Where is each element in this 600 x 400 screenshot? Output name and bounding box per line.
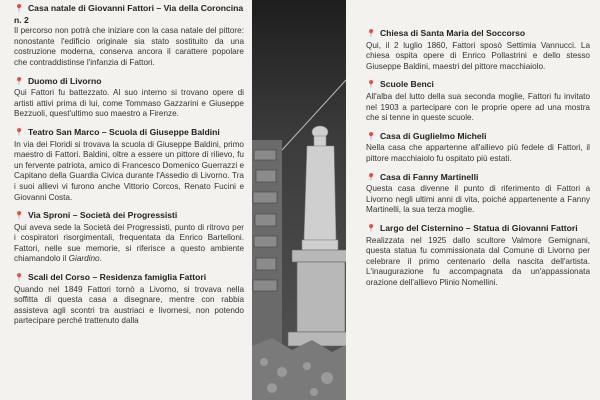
entry-title: Via Sproni – Società dei Progressisti	[27, 210, 178, 221]
entry-teatro-san-marco	[14, 127, 244, 203]
map-pin-icon: 📍	[366, 172, 376, 182]
entry-title: Casa di Fanny Martinelli	[379, 171, 479, 182]
entry-title: Casa di Guglielmo Micheli	[379, 130, 487, 141]
entry-text-end: .	[99, 254, 102, 264]
map-pin-icon: 📍	[14, 127, 24, 137]
entry-text-container	[14, 223, 244, 265]
entry-text: All'alba del lutto della sua seconda moglie, Fattori fu invitato nel 1903 a partecipare con le proprie opere ad una mostra che si tenne in queste scuole.	[366, 91, 590, 123]
entry-duomo	[14, 76, 244, 120]
entry-text: Questa casa divenne il punto di riferimento di Fattori a Livorno negli ultimi anni di vita, poiché appartenente a Fanny Martinelli, la sua terza moglie.	[366, 184, 590, 215]
entry-largo-cisternino	[366, 223, 590, 289]
entry-scuole-benci	[366, 79, 590, 123]
entry-santa-maria-soccorso	[366, 28, 590, 72]
entry-text: Quando nel 1849 Fattori tornò a Livorno, si trovava nella soffitta di questa casa a disegnare, mentre con rabbia assisteva agli scontri tra austriaci e livornesi, non potendo partecipare perché trattenuto dalla	[14, 284, 244, 326]
entry-title: Casa natale di Giovanni Fattori – Via della Coroncina n. 2	[14, 3, 244, 25]
entry-text: Qui aveva sede la Società dei Progressisti, punto di ritrovo per i cospiratori risorgimentali, frequentata da Enrico Bartelloni. Fattori, nelle sue memorie, si riferisce a questo ambiente chiamandolo il	[14, 222, 244, 264]
entry-title: Duomo di Livorno	[27, 75, 102, 86]
entry-text-italic: Giardino	[68, 254, 100, 264]
entry-scali-del-corso	[14, 272, 244, 327]
map-pin-icon: 📍	[14, 211, 24, 221]
statue-photo	[252, 0, 346, 400]
entry-via-sproni	[14, 210, 244, 265]
entry-casa-micheli	[366, 131, 590, 165]
statue-photo-image	[252, 0, 346, 400]
entry-title: Scuole Benci	[379, 79, 434, 90]
entry-text: Qui Fattori fu battezzato. Al suo interno si trovano opere di artisti attivi prima di lui, come Tommaso Gazzarini e Giuseppe Bezzuoli, quest'ultimo suo maestro a Firenze.	[14, 88, 244, 119]
map-pin-icon: 📍	[366, 29, 376, 38]
entry-title: Scali del Corso – Residenza famiglia Fattori	[27, 272, 207, 283]
entry-text: Nella casa che appartenne all'allievo più fedele di Fattori, il pittore macchiaiolo fu ospitato più estati.	[366, 143, 590, 163]
entry-casa-natale	[14, 3, 244, 69]
entry-text: Il percorso non potrà che iniziare con la casa natale del pittore: nonostante l'edificio originale sia stato sostituito da una costruzione moderna, conserva ancora il carattere popolare che contraddistinse l'infanzia di Fattori.	[14, 26, 244, 67]
entry-text: Qui, il 2 luglio 1860, Fattori sposò Settimia Vannucci. La chiesa ospita opere di Enrico Pollastrini e dello stesso Giuseppe Baldini, maestri del pittore macchiaiolo.	[366, 40, 590, 71]
map-pin-icon: 📍	[14, 4, 24, 13]
entry-text: In via dei Floridi si trovava la scuola di Giuseppe Baldini, primo maestro di Fattori. Baldini, oltre a essere un pittore di rilievo, fu un fervente patriota, amico di Francesco Domenico Guerrazzi e Capitano della Guardia Civica durante l'Assedio di Livorno. Tra i suoi allievi vi furono anche Vittorio Corcos, Renato Fucini e Giovanni Costa.	[14, 139, 244, 202]
map-pin-icon: 📍	[14, 273, 24, 283]
entry-title: Teatro San Marco – Scuola di Giuseppe Baldini	[27, 126, 220, 137]
entry-casa-martinelli	[366, 172, 590, 216]
map-pin-icon: 📍	[366, 223, 376, 233]
map-pin-icon: 📍	[14, 76, 24, 86]
map-pin-icon: 📍	[366, 80, 376, 90]
entry-title: Chiesa di Santa Maria del Soccorso	[379, 28, 526, 38]
entry-title: Largo del Cisternino – Statua di Giovanni Fattori	[379, 222, 578, 233]
right-page	[346, 0, 600, 400]
map-pin-icon: 📍	[366, 131, 376, 141]
entry-text: Realizzata nel 1925 dallo scultore Valmore Gemignani, questa statua fu commissionata dal Comune di Livorno per celebrare il primo centenario della nascita dell'artista. L'inaugurazione fu accompagnata da un'appassionata orazione dell'allievo Plinio Nomellini.	[366, 235, 590, 287]
left-page	[0, 0, 252, 400]
